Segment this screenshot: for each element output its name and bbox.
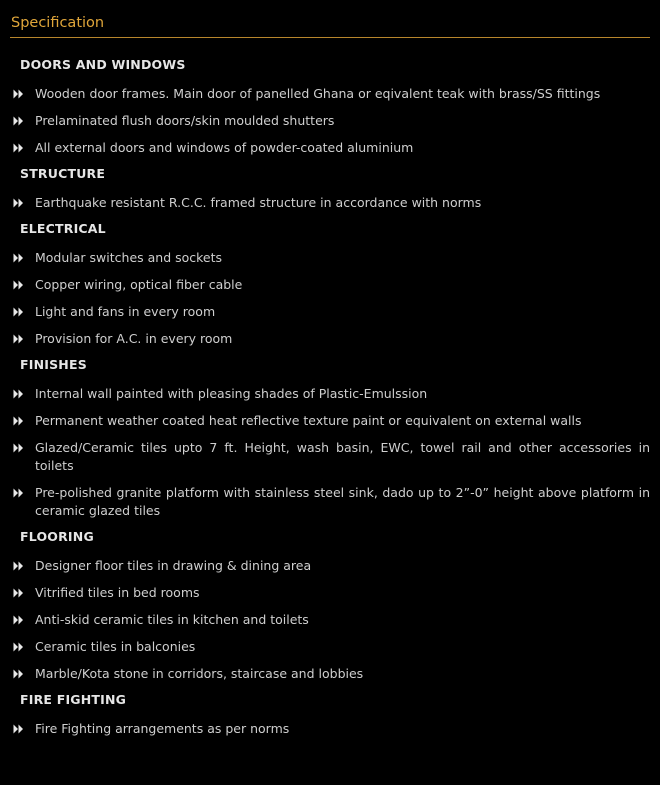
title-divider bbox=[10, 37, 650, 38]
spec-list bbox=[10, 194, 650, 212]
list-item bbox=[10, 385, 650, 403]
list-item-text: Vitrified tiles in bed rooms bbox=[35, 585, 200, 600]
section-heading: ELECTRICAL bbox=[20, 221, 106, 236]
spec-list bbox=[10, 249, 650, 348]
list-item-text: Copper wiring, optical fiber cable bbox=[35, 277, 243, 292]
list-item-text: Modular switches and sockets bbox=[35, 250, 223, 265]
list-item-text: Permanent weather coated heat reflective texture paint or equivalent on external walls bbox=[35, 413, 582, 428]
double-chevron-right-icon bbox=[13, 139, 27, 157]
list-item-text: Anti-skid ceramic tiles in kitchen and toilets bbox=[35, 612, 309, 627]
list-item-text: All external doors and windows of powder-coated aluminium bbox=[35, 140, 414, 155]
section-heading: FIRE FIGHTING bbox=[20, 692, 127, 707]
list-item-text: Earthquake resistant R.C.C. framed structure in accordance with norms bbox=[35, 195, 482, 210]
list-item-text: Pre-polished granite platform with stainless steel sink, dado up to 2”-0” height above platform in ceramic glazed tiles bbox=[35, 485, 650, 518]
double-chevron-right-icon bbox=[13, 385, 27, 403]
double-chevron-right-icon bbox=[13, 303, 27, 321]
list-item bbox=[10, 276, 650, 294]
list-item-text: Designer floor tiles in drawing & dining area bbox=[35, 558, 312, 573]
double-chevron-right-icon bbox=[13, 194, 27, 212]
list-item bbox=[10, 303, 650, 321]
section-heading: FINISHES bbox=[20, 357, 87, 372]
list-item bbox=[10, 638, 650, 656]
list-item-text: Provision for A.C. in every room bbox=[35, 331, 233, 346]
list-item-text: Marble/Kota stone in corridors, staircase and lobbies bbox=[35, 666, 364, 681]
spec-section-doors-and-windows bbox=[10, 57, 650, 157]
list-item bbox=[10, 194, 650, 212]
list-item-text: Light and fans in every room bbox=[35, 304, 216, 319]
list-item bbox=[10, 330, 650, 348]
list-item bbox=[10, 557, 650, 575]
list-item bbox=[10, 85, 650, 103]
spec-section-fire-fighting bbox=[10, 692, 650, 738]
list-item bbox=[10, 611, 650, 629]
list-item bbox=[10, 112, 650, 130]
section-heading: DOORS AND WINDOWS bbox=[20, 57, 186, 72]
double-chevron-right-icon bbox=[13, 330, 27, 348]
double-chevron-right-icon bbox=[13, 85, 27, 103]
double-chevron-right-icon bbox=[13, 276, 27, 294]
spec-section-structure bbox=[10, 166, 650, 212]
spec-section-flooring bbox=[10, 529, 650, 683]
list-item-text: Fire Fighting arrangements as per norms bbox=[35, 721, 290, 736]
double-chevron-right-icon bbox=[13, 249, 27, 267]
double-chevron-right-icon bbox=[13, 665, 27, 683]
list-item-text: Glazed/Ceramic tiles upto 7 ft. Height, wash basin, EWC, towel rail and other accessories in toilets bbox=[35, 440, 650, 473]
double-chevron-right-icon bbox=[13, 484, 27, 502]
spec-list bbox=[10, 720, 650, 738]
spec-section-finishes bbox=[10, 357, 650, 520]
list-item bbox=[10, 249, 650, 267]
double-chevron-right-icon bbox=[13, 112, 27, 130]
spec-list bbox=[10, 385, 650, 520]
double-chevron-right-icon bbox=[13, 439, 27, 457]
list-item-text: Ceramic tiles in balconies bbox=[35, 639, 196, 654]
double-chevron-right-icon bbox=[13, 638, 27, 656]
double-chevron-right-icon bbox=[13, 584, 27, 602]
list-item bbox=[10, 439, 650, 475]
list-item-text: Internal wall painted with pleasing shades of Plastic-Emulssion bbox=[35, 386, 428, 401]
list-item bbox=[10, 720, 650, 738]
list-item-text: Wooden door frames. Main door of panelled Ghana or eqivalent teak with brass/SS fittings bbox=[35, 86, 601, 101]
list-item bbox=[10, 584, 650, 602]
list-item bbox=[10, 665, 650, 683]
double-chevron-right-icon bbox=[13, 720, 27, 738]
spec-list bbox=[10, 557, 650, 683]
double-chevron-right-icon bbox=[13, 611, 27, 629]
spec-section-electrical bbox=[10, 221, 650, 348]
list-item-text: Prelaminated flush doors/skin moulded shutters bbox=[35, 113, 335, 128]
section-heading: FLOORING bbox=[20, 529, 94, 544]
page-title: Specification bbox=[11, 15, 105, 31]
spec-sections bbox=[10, 57, 650, 738]
section-heading: STRUCTURE bbox=[20, 166, 106, 181]
double-chevron-right-icon bbox=[13, 412, 27, 430]
list-item bbox=[10, 484, 650, 520]
double-chevron-right-icon bbox=[13, 557, 27, 575]
list-item bbox=[10, 412, 650, 430]
list-item bbox=[10, 139, 650, 157]
spec-list bbox=[10, 85, 650, 157]
